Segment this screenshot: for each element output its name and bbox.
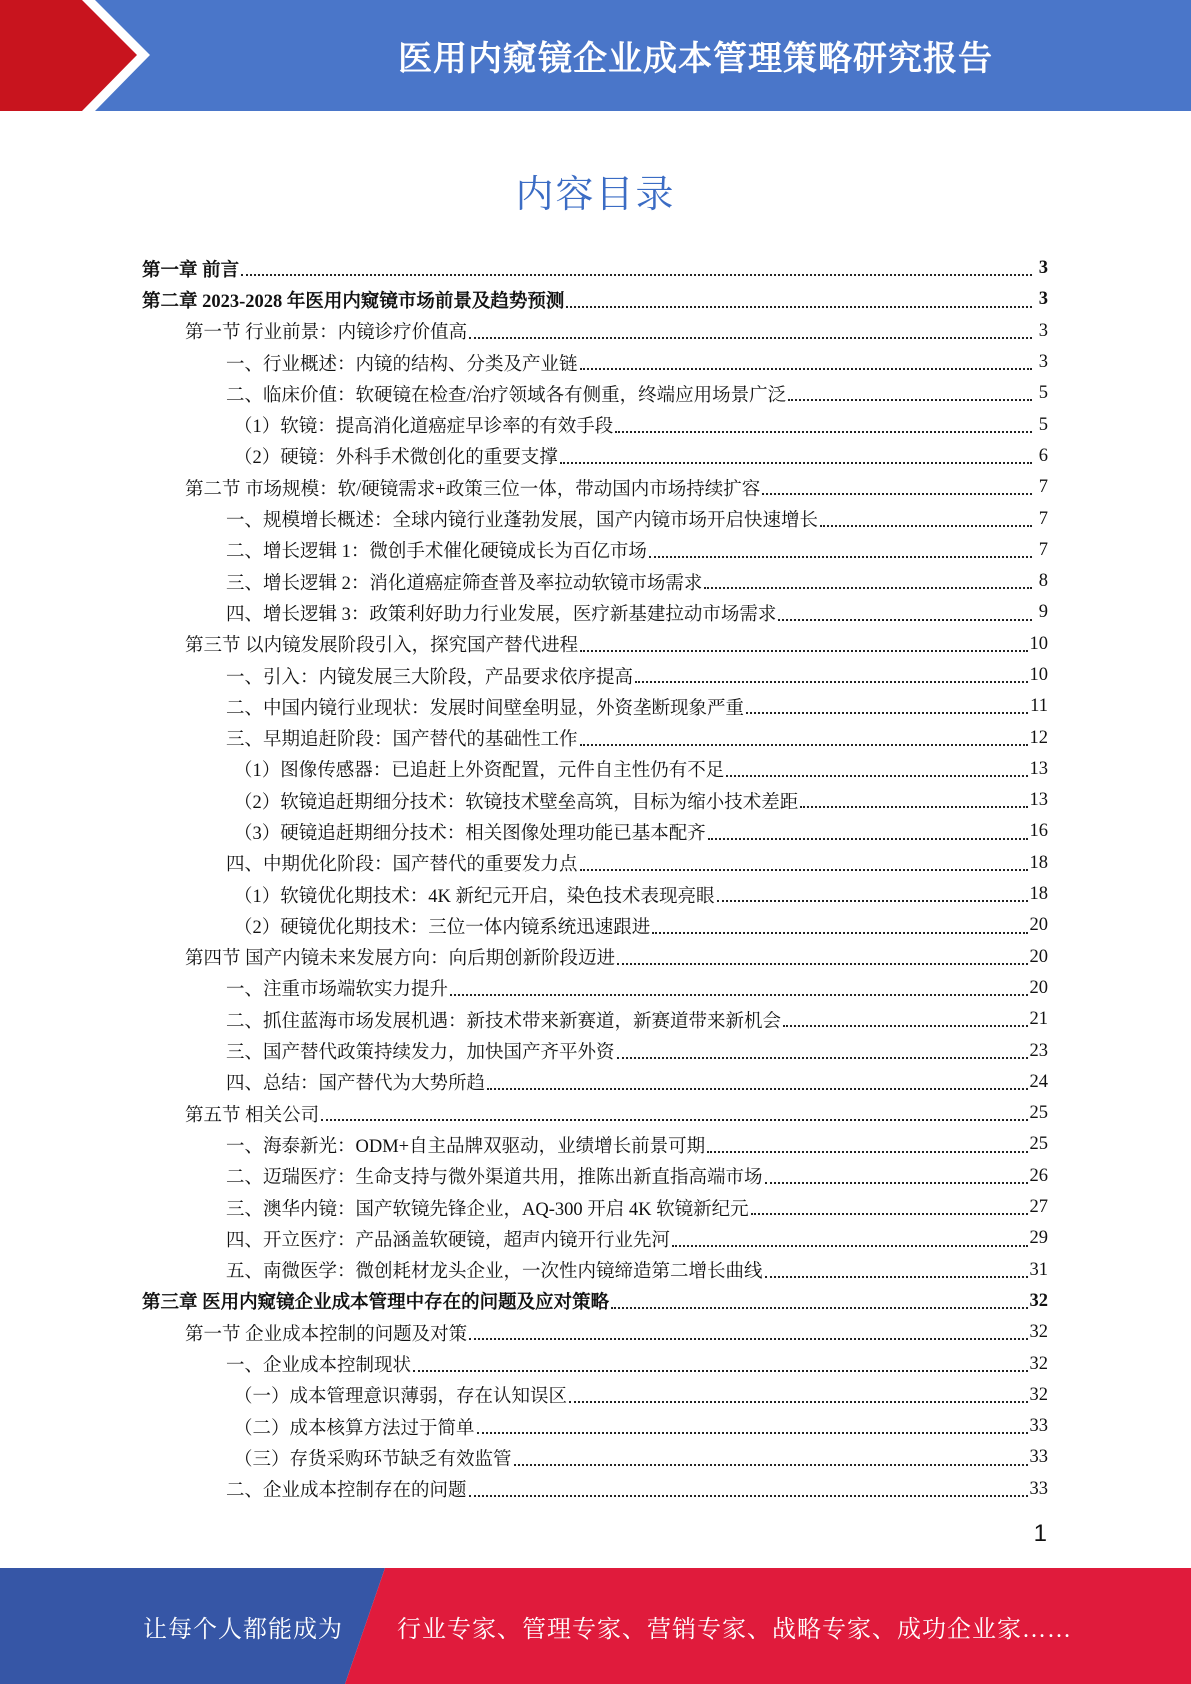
toc-dot-leader (450, 984, 1027, 996)
toc-entry-page: 20 (1029, 977, 1048, 998)
toc-entry[interactable] (142, 1035, 1048, 1066)
toc-entry-title: （一）成本管理意识薄弱，存在认知误区 (234, 1387, 568, 1408)
toc-entry-page: 32 (1029, 1322, 1048, 1343)
toc-entry-title: （1）软镜优化期技术：4K 新纪元开启，染色技术表现亮眼 (234, 886, 715, 907)
toc-entry-page: 7 (1038, 539, 1048, 560)
toc-dot-leader (765, 1266, 1028, 1278)
toc-entry[interactable] (142, 472, 1048, 503)
toc-dot-leader (566, 296, 1032, 308)
toc-entry-title: 一、海泰新光：ODM+自主品牌双驱动，业绩增长前景可期 (226, 1136, 706, 1157)
toc-dot-leader (469, 327, 1032, 339)
toc-entry-title: 第五节 相关公司 (185, 1105, 320, 1126)
toc-dot-leader (726, 765, 1027, 777)
toc-entry[interactable] (142, 1411, 1048, 1442)
toc-entry-page: 33 (1029, 1416, 1048, 1437)
toc-entry-page: 3 (1038, 352, 1048, 373)
toc-entry[interactable] (142, 722, 1048, 753)
toc-entry-page: 25 (1029, 1103, 1048, 1124)
toc-dot-leader (580, 640, 1027, 652)
toc-entry[interactable] (142, 942, 1048, 973)
toc-entry-page: 3 (1038, 320, 1048, 341)
toc-dot-leader (413, 1360, 1027, 1372)
toc-dot-leader (487, 1078, 1027, 1090)
toc-entry-title: 一、注重市场端软实力提升 (226, 980, 449, 1001)
toc-dot-leader (514, 1454, 1028, 1466)
toc-entry-page: 3 (1038, 258, 1048, 279)
toc-entry[interactable] (142, 1317, 1048, 1348)
toc-entry[interactable] (142, 1380, 1048, 1411)
report-header-banner (0, 0, 1191, 111)
toc-entry-title: 第三章 医用内窥镜企业成本管理中存在的问题及应对策略 (142, 1293, 610, 1314)
toc-dot-leader (241, 264, 1032, 276)
toc-entry-title: 第三节 以内镜发展阶段引入，探究国产替代进程 (185, 636, 579, 657)
toc-entry-title: （2）软镜追赶期细分技术：软镜技术壁垒高筑，目标为缩小技术差距 (234, 792, 799, 813)
toc-entry[interactable] (142, 1098, 1048, 1129)
toc-entry[interactable] (142, 816, 1048, 847)
toc-entry-page: 7 (1038, 477, 1048, 498)
toc-dot-leader (560, 452, 1032, 464)
footer-slogan-right: 行业专家、管理专家、营销专家、战略专家、成功企业家…… (397, 1616, 1072, 1643)
toc-entry-title: 第一节 行业前景：内镜诊疗价值高 (185, 323, 468, 344)
toc-entry-page: 29 (1029, 1228, 1048, 1249)
toc-entry-title: 一、企业成本控制现状 (226, 1356, 412, 1377)
toc-entry[interactable] (142, 566, 1048, 597)
toc-entry-page: 12 (1029, 727, 1048, 748)
toc-dot-leader (672, 1235, 1027, 1247)
toc-entry-title: 一、引入：内镜发展三大阶段，产品要求依序提高 (226, 667, 634, 688)
toc-entry-page: 16 (1029, 821, 1048, 842)
toc-entry[interactable] (142, 691, 1048, 722)
toc-entry-title: 四、总结：国产替代为大势所趋 (226, 1074, 486, 1095)
toc-entry-title: 三、国产替代政策持续发力，加快国产齐平外资 (226, 1043, 615, 1064)
toc-entry-page: 20 (1029, 915, 1048, 936)
toc-dot-leader (778, 609, 1032, 621)
toc-dot-leader (746, 702, 1028, 714)
toc-entry[interactable] (142, 503, 1048, 534)
footer-banner (0, 1568, 1191, 1684)
toc-entry-title: （三）存货采购环节缺乏有效监管 (234, 1449, 512, 1470)
toc-entry-page: 13 (1029, 758, 1048, 779)
toc-entry-title: 二、迈瑞医疗：生命支持与微外渠道共用，推陈出新直指高端市场 (226, 1168, 763, 1189)
toc-entry[interactable] (142, 535, 1048, 566)
toc-entry-page: 18 (1029, 884, 1048, 905)
toc-entry[interactable] (142, 1474, 1048, 1505)
toc-entry-page: 31 (1029, 1259, 1048, 1280)
toc-entry-title: 一、规模增长概述：全球内镜行业蓬勃发展，国产内镜市场开启快速增长 (226, 511, 819, 532)
toc-entry-title: 四、中期优化阶段：国产替代的重要发力点 (226, 855, 578, 876)
toc-entry-title: 五、南微医学：微创耗材龙头企业，一次性内镜缔造第二增长曲线 (226, 1262, 763, 1283)
toc-entry-title: 第二章 2023-2028 年医用内窥镜市场前景及趋势预测 (142, 291, 565, 312)
toc-entry[interactable] (142, 1286, 1048, 1317)
toc-dot-leader (788, 389, 1032, 401)
toc-entry[interactable] (142, 879, 1048, 910)
toc-entry[interactable] (142, 316, 1048, 347)
toc-entry-page: 10 (1029, 633, 1048, 654)
toc-entry-title: （1）图像传感器：已追赶上外资配置，元件自主性仍有不足 (234, 761, 725, 782)
toc-entry[interactable] (142, 1255, 1048, 1286)
toc-entry-page: 24 (1029, 1071, 1048, 1092)
toc-entry-title: 第一节 企业成本控制的问题及对策 (185, 1324, 468, 1345)
toc-dot-leader (617, 1047, 1028, 1059)
toc-entry-title: 四、开立医疗：产品涵盖软硬镜，超声内镜开行业先河 (226, 1230, 671, 1251)
toc-entry[interactable] (142, 597, 1048, 628)
toc-entry-title: 二、抓住蓝海市场发展机遇：新技术带来新赛道，新赛道带来新机会 (226, 1011, 782, 1032)
toc-entry-page: 33 (1029, 1478, 1048, 1499)
toc-entry-page: 10 (1029, 665, 1048, 685)
toc-entry-page: 8 (1038, 571, 1048, 592)
toc-entry-title: 四、增长逻辑 3：政策利好助力行业发展，医疗新基建拉动市场需求 (226, 604, 777, 625)
toc-entry[interactable] (142, 848, 1048, 879)
toc-dot-leader (469, 1328, 1027, 1340)
toc-entry-title: 二、中国内镜行业现状：发展时间壁垒明显，外资垄断现象严重 (226, 698, 745, 719)
toc-entry[interactable] (142, 973, 1048, 1004)
toc-entry-title: （3）硬镜追赶期细分技术：相关图像处理功能已基本配齐 (234, 823, 706, 844)
toc-entry-title: （1）软镜：提高消化道癌症早诊率的有效手段 (234, 417, 614, 438)
toc-entry-page: 27 (1029, 1197, 1048, 1218)
toc-dot-leader (765, 1172, 1028, 1184)
toc-dot-leader (615, 421, 1032, 433)
toc-entry-title: 三、增长逻辑 2：消化道癌症筛查普及率拉动软镜市场需求 (226, 573, 703, 594)
toc-entry-page: 11 (1030, 696, 1048, 717)
toc-dot-leader (649, 546, 1032, 558)
toc-entry-page: 32 (1029, 1384, 1048, 1405)
toc-entry-title: 第一章 前言 (142, 260, 240, 281)
toc-entry[interactable] (142, 910, 1048, 941)
toc-dot-leader (635, 671, 1027, 683)
toc-entry-page: 5 (1038, 414, 1048, 435)
toc-entry-title: 第四节 国产内镜未来发展方向：向后期创新阶段迈进 (185, 949, 616, 970)
toc-dot-leader (783, 1015, 1027, 1027)
toc-entry-title: 二、临床价值：软硬镜在检查/治疗领域各有侧重，终端应用场景广泛 (226, 385, 787, 406)
toc-entry[interactable] (142, 409, 1048, 440)
toc-entry[interactable] (142, 660, 1048, 691)
toc-entry[interactable] (142, 1192, 1048, 1223)
toc-entry-title: 第二节 市场规模：软/硬镜需求+政策三位一体，带动国内市场持续扩容 (185, 479, 761, 500)
toc-dot-leader (708, 828, 1028, 840)
table-of-contents (142, 253, 1048, 1505)
toc-dot-leader (652, 922, 1027, 934)
toc-dot-leader (469, 1485, 1028, 1497)
toc-entry-title: 三、早期追赶阶段：国产替代的基础性工作 (226, 730, 578, 751)
report-title: 医用内窥镜企业成本管理策略研究报告 (398, 39, 993, 79)
toc-dot-leader (820, 515, 1032, 527)
toc-dot-leader (707, 1141, 1027, 1153)
toc-entry-page: 32 (1029, 1353, 1048, 1374)
toc-entry[interactable] (142, 1161, 1048, 1192)
toc-entry[interactable] (142, 1348, 1048, 1379)
toc-entry-page: 3 (1038, 289, 1048, 310)
toc-dot-leader (611, 1297, 1027, 1309)
page-number: 1 (1033, 1520, 1047, 1547)
toc-dot-leader (704, 577, 1032, 589)
toc-entry[interactable] (142, 378, 1048, 409)
toc-dot-leader (477, 1422, 1028, 1434)
toc-entry-page: 33 (1029, 1447, 1048, 1468)
toc-entry-title: （二）成本核算方法过于简单 (234, 1418, 475, 1439)
toc-entry[interactable] (142, 284, 1048, 315)
toc-entry[interactable] (142, 629, 1048, 660)
toc-entry-page: 21 (1029, 1009, 1048, 1030)
toc-dot-leader (580, 358, 1032, 370)
toc-entry-page: 26 (1029, 1165, 1048, 1186)
toc-dot-leader (762, 483, 1032, 495)
toc-entry[interactable] (142, 441, 1048, 472)
toc-entry[interactable] (142, 1223, 1048, 1254)
toc-entry-title: （2）硬镜：外科手术微创化的重要支撑 (234, 448, 558, 469)
toc-dot-leader (580, 859, 1028, 871)
toc-entry-page: 6 (1038, 445, 1048, 466)
toc-dot-leader (751, 1203, 1028, 1215)
toc-entry-title: （2）硬镜优化期技术：三位一体内镜系统迅速跟进 (234, 917, 651, 938)
toc-dot-leader (569, 1391, 1027, 1403)
footer-slogan-left: 让每个人都能成为 (143, 1616, 343, 1643)
toc-entry-page: 7 (1038, 508, 1048, 529)
toc-entry-page: 9 (1038, 602, 1048, 623)
toc-entry-page: 23 (1029, 1040, 1048, 1061)
toc-entry-page: 18 (1029, 852, 1048, 873)
toc-entry-page: 25 (1029, 1134, 1048, 1155)
toc-entry-page: 32 (1029, 1290, 1048, 1311)
toc-entry[interactable] (142, 1067, 1048, 1098)
toc-entry[interactable] (142, 1004, 1048, 1035)
toc-heading: 内容目录 (515, 172, 676, 216)
toc-dot-leader (617, 953, 1027, 965)
toc-entry-title: 二、增长逻辑 1：微创手术催化硬镜成长为百亿市场 (226, 542, 647, 563)
toc-entry-page: 20 (1029, 946, 1048, 967)
toc-dot-leader (800, 796, 1027, 808)
toc-entry[interactable] (142, 253, 1048, 284)
toc-entry-title: 二、企业成本控制存在的问题 (226, 1481, 467, 1502)
toc-dot-leader (717, 890, 1028, 902)
toc-dot-leader (580, 734, 1028, 746)
toc-entry-title: 一、行业概述：内镜的结构、分类及产业链 (226, 354, 578, 375)
toc-dot-leader (321, 1109, 1027, 1121)
toc-entry-title: 三、澳华内镜：国产软镜先锋企业，AQ-300 开启 4K 软镜新纪元 (226, 1199, 749, 1220)
toc-entry-page: 13 (1029, 790, 1048, 811)
toc-entry[interactable] (142, 1442, 1048, 1473)
toc-entry[interactable] (142, 754, 1048, 785)
toc-entry[interactable] (142, 347, 1048, 378)
toc-entry[interactable] (142, 785, 1048, 816)
toc-entry[interactable] (142, 1129, 1048, 1160)
toc-entry-page: 5 (1038, 383, 1048, 404)
